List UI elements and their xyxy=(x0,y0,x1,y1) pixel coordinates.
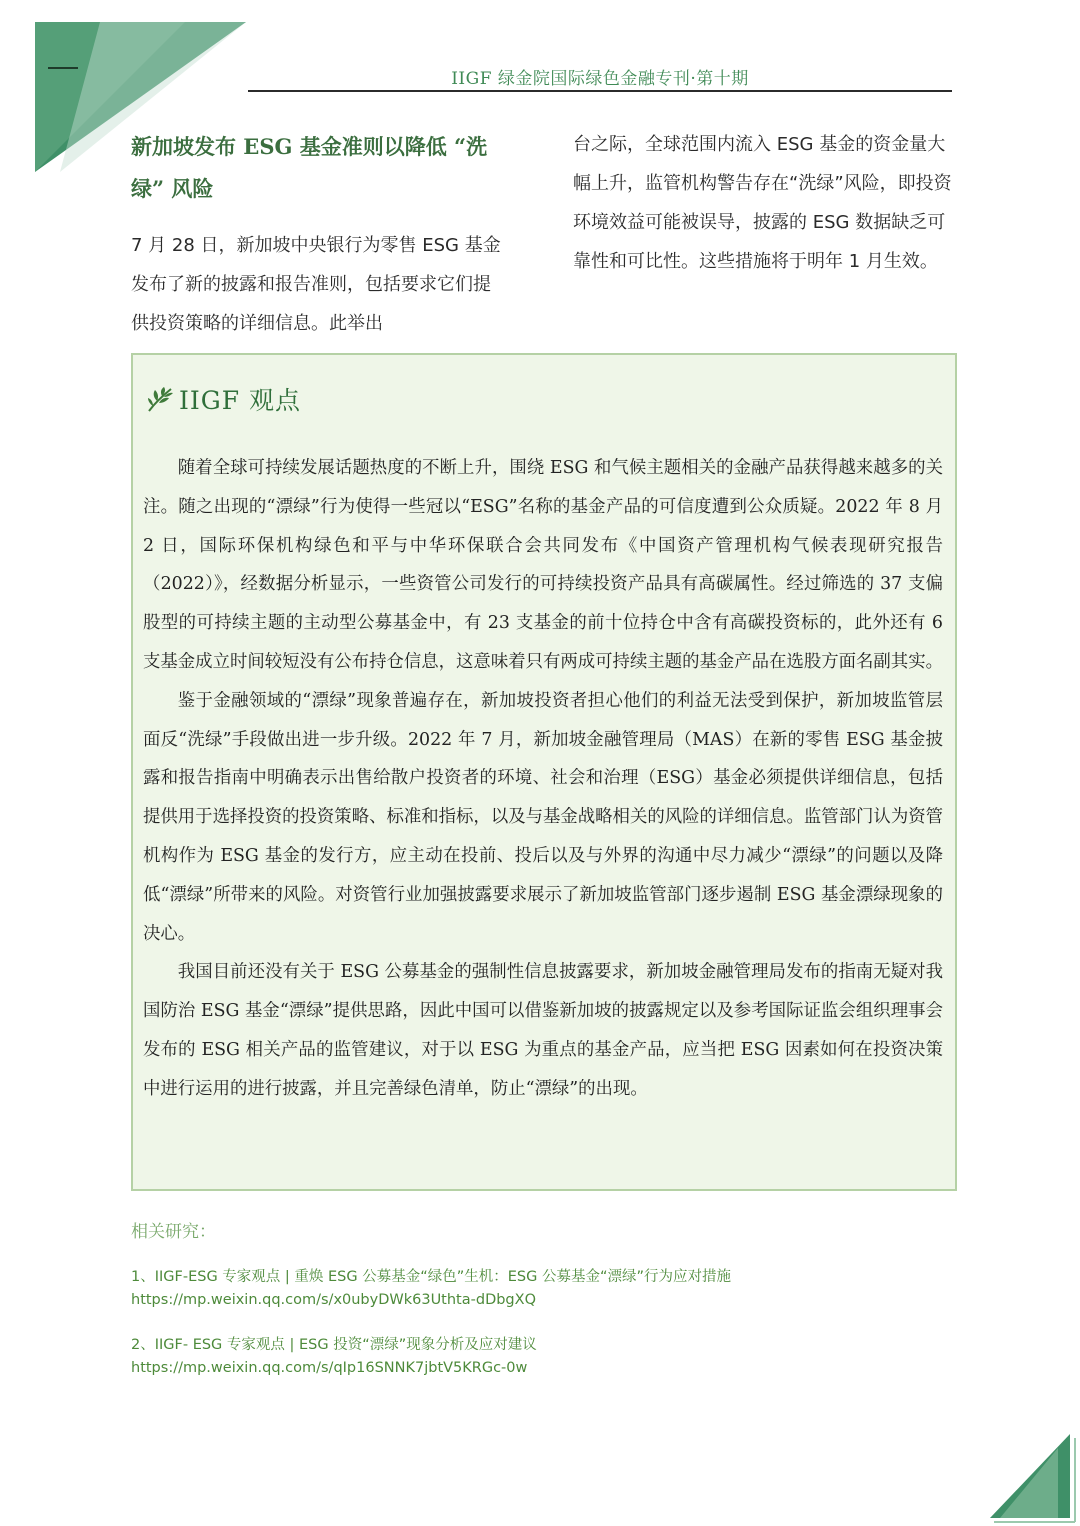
viewpoint-paragraph: 随着全球可持续发展话题热度的不断上升，围绕 ESG 和气候主题相关的金融产品获得越来越多的关注。随之出现的“漂绿”行为使得一些冠以“ESG”名称的基金产品的可信度遭到公众质疑。2022 年 8 月 2 日，国际环保机构绿色和平与中华环保联合会共同发布《中国资产管理机构气候表现研究报告（2022）》，经数据分析显示，一些资管公司发行的可持续投资产品具有高碳属性。经过筛选的 37 支偏股型的可持续主题的主动型公募基金中，有 23 支基金的前十位持仓中含有高碳投资标的，此外还有 6 支基金成立时间较短没有公布持仓信息，这意味着只有两成可持续主题的基金产品在选股方面名副其实。 xyxy=(143,458,943,672)
related-item-link[interactable]: https://mp.weixin.qq.com/s/x0ubyDWk63Uthta-dDbgXQ xyxy=(131,1292,536,1308)
viewpoint-paragraph: 鉴于金融领域的“漂绿”现象普遍存在，新加坡投资者担心他们的利益无法受到保护，新加坡监管层面反“洗绿”手段做出进一步升级。2022 年 7 月，新加坡金融管理局（MAS）在新的零售 ESG 基金披露和报告指南中明确表示出售给散户投资者的环境、社会和治理（ESG）基金必须提供详细信息，包括提供用于选择投资的投资策略、标准和指标，以及与基金战略相关的风险的详细信息。监管部门认为资管机构作为 ESG 基金的发行方，应主动在投前、投后以及与外界的沟通中尽力减少“漂绿”的问题以及降低“漂绿”所带来的风险。对资管行业加强披露要求展示了新加坡监管部门逐步遏制 ESG 基金漂绿现象的决心。 xyxy=(143,690,943,944)
viewpoint-header xyxy=(145,381,301,417)
header-rule xyxy=(248,90,952,92)
leaf-icon xyxy=(145,385,175,413)
viewpoint-paragraph: 我国目前还没有关于 ESG 公募基金的强制性信息披露要求，新加坡金融管理局发布的指南无疑对我国防治 ESG 基金“漂绿”提供思路，因此中国可以借鉴新加坡的披露规定以及参考国际证监会组织理事会发布的 ESG 相关产品的监管建议，对于以 ESG 为重点的基金产品，应当把 ESG 因素如何在投资决策中进行运用的进行披露，并且完善绿色清单，防止“漂绿”的出现。 xyxy=(143,962,943,1099)
viewpoint-title: IIGF 观点 xyxy=(179,386,302,415)
viewpoint-box xyxy=(131,353,957,1191)
article-left-column xyxy=(131,126,503,343)
article-body-left: 7 月 28 日，新加坡中央银行为零售 ESG 基金发布了新的披露和报告准则，包括要求它们提供投资策略的详细信息。此举出 xyxy=(131,235,501,334)
header-title: IIGF 绿金院国际绿色金融专刊·第十期 xyxy=(451,69,749,89)
related-research-label: 相关研究： xyxy=(131,1222,216,1242)
corner-decoration-bottom-right xyxy=(980,1426,1080,1526)
related-item-title: 2、IIGF- ESG 专家观点 | ESG 投资“漂绿”现象分析及应对建议 xyxy=(131,1337,537,1353)
related-item-link[interactable]: https://mp.weixin.qq.com/s/qIp16SNNK7jbtV5KRGc-0w xyxy=(131,1360,528,1376)
related-item-title: 1、IIGF-ESG 专家观点 | 重焕 ESG 公募基金“绿色”生机：ESG 公募基金“漂绿”行为应对措施 xyxy=(131,1269,731,1285)
viewpoint-body xyxy=(143,449,943,1109)
article-right-column xyxy=(573,126,955,281)
related-item xyxy=(131,1266,951,1312)
article-headline: 新加坡发布 ESG 基金准则以降低 “洗绿” 风险 xyxy=(131,134,488,201)
article-body-right: 台之际，全球范围内流入 ESG 基金的资金量大幅上升，监管机构警告存在“洗绿”风险，即投资环境效益可能被误导，披露的 ESG 数据缺乏可靠性和可比性。这些措施将于明年 1 月生效。 xyxy=(573,134,952,272)
related-item xyxy=(131,1334,951,1380)
